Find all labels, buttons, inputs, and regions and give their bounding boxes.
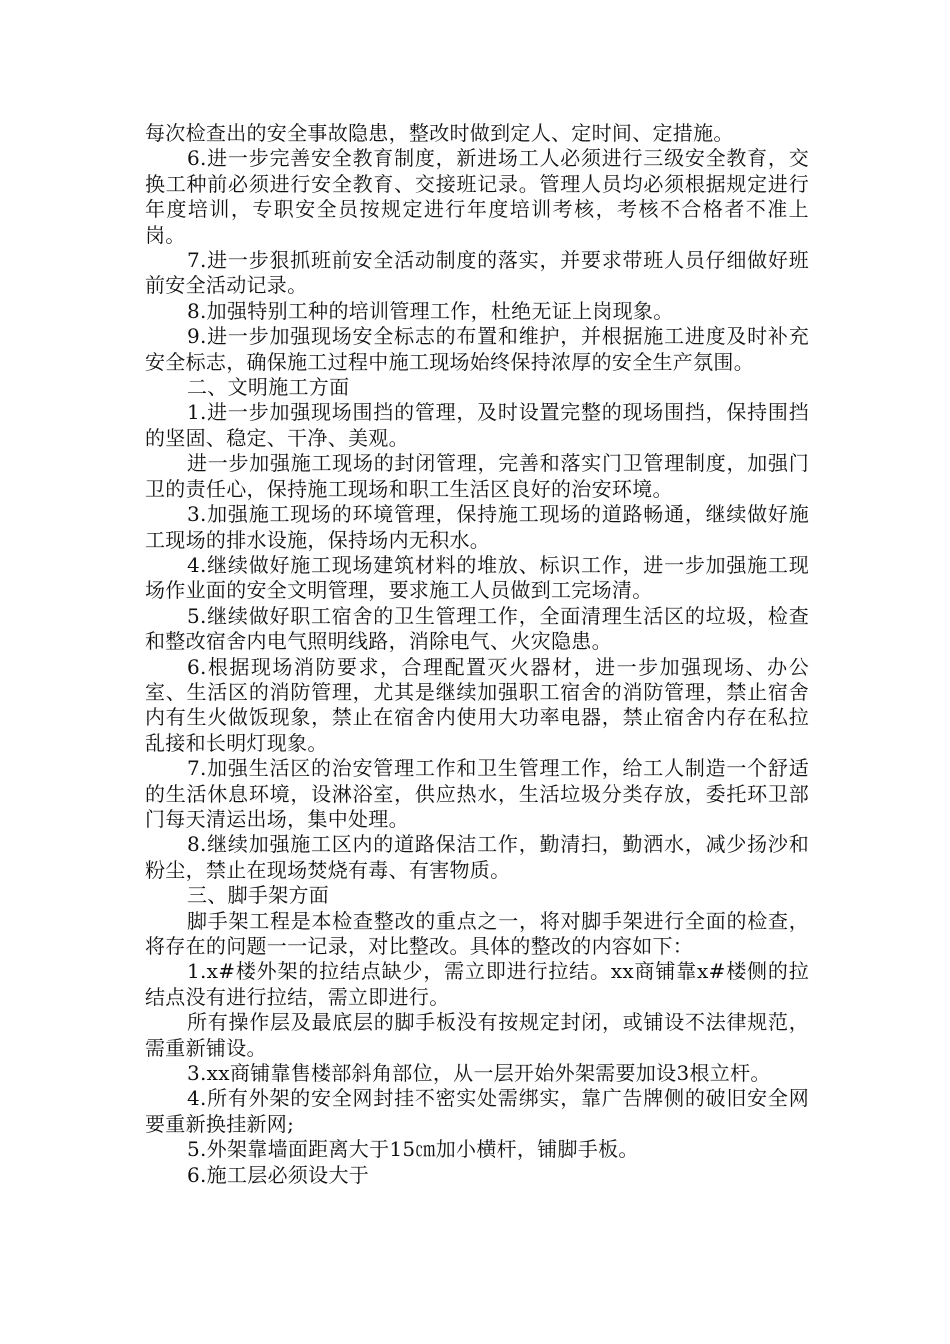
paragraph: 7.进一步狠抓班前安全活动制度的落实，并要求带班人员仔细做好班前安全活动记录。	[145, 248, 809, 298]
paragraph: 6.进一步完善安全教育制度，新进场工人必须进行三级安全教育，交换工种前必须进行安全教育、交接班记录。管理人员均必须根据规定进行年度培训，专职安全员按规定进行年度培训考核，考核不合格者不准上岗。	[145, 146, 809, 247]
paragraph: 进一步加强施工现场的封闭管理，完善和落实门卫管理制度，加强门卫的责任心，保持施工现场和职工生活区良好的治安环境。	[145, 451, 809, 501]
section-heading: 二、文明施工方面	[187, 375, 350, 400]
paragraph: 3.xx商铺靠售楼部斜角部位，从一层开始外架需要加设3根立杆。	[187, 1061, 771, 1086]
section-heading: 三、脚手架方面	[187, 883, 330, 908]
paragraph: 7.加强生活区的治安管理工作和卫生管理工作，给工人制造一个舒适的生活休息环境，设淋浴室，供应热水，生活垃圾分类存放，委托环卫部门每天清运出场，集中处理。	[145, 756, 809, 831]
paragraph: 9.进一步加强现场安全标志的布置和维护，并根据施工进度及时补充安全标志，确保施工过程中施工现场始终保持浓厚的安全生产氛围。	[145, 324, 809, 374]
paragraph: 8.加强特别工种的培训管理工作，杜绝无证上岗现象。	[187, 298, 674, 323]
paragraph: 4.所有外架的安全网封挂不密实处需绑实，靠广告牌侧的破旧安全网要重新换挂新网;	[145, 1086, 809, 1136]
paragraph: 4.继续做好施工现场建筑材料的堆放、标识工作，进一步加强施工现场作业面的安全文明管理，要求施工人员做到工完场清。	[145, 552, 809, 603]
paragraph: 6.根据现场消防要求，合理配置灭火器材，进一步加强现场、办公室、生活区的消防管理，尤其是继续加强职工宿舍的消防管理，禁止宿舍内有生火做饭现象，禁止在宿舍内使用大功率电器，禁止宿舍内存在私拉乱接和长明灯现象。	[145, 654, 809, 755]
paragraph: 6.施工层必须设大于	[187, 1162, 370, 1187]
document-body	[145, 121, 809, 1188]
paragraph: 所有操作层及最底层的脚手板没有按规定封闭，或铺设不法律规范，需重新铺设。	[145, 1010, 809, 1060]
paragraph: 1.x#楼外架的拉结点缺少，需立即进行拉结。xx商铺靠x#楼侧的拉结点没有进行拉结，需立即进行。	[145, 959, 809, 1009]
paragraph: 每次检查出的安全事故隐患，整改时做到定人、定时间、定措施。	[145, 121, 734, 145]
paragraph: 8.继续加强施工区内的道路保洁工作，勤清扫，勤洒水，减少扬沙和粉尘，禁止在现场焚烧有毒、有害物质。	[145, 832, 809, 882]
paragraph: 脚手架工程是本检查整改的重点之一，将对脚手架进行全面的检查，将存在的问题一一记录，对比整改。具体的整改的内容如下：	[145, 908, 809, 958]
paragraph: 3.加强施工现场的环境管理，保持施工现场的道路畅通，继续做好施工现场的排水设施，保持场内无积水。	[145, 502, 809, 552]
paragraph: 1.进一步加强现场围挡的管理，及时设置完整的现场围挡，保持围挡的坚固、稳定、干净、美观。	[145, 400, 809, 450]
paragraph: 5.继续做好职工宿舍的卫生管理工作，全面清理生活区的垃圾，检查和整改宿舍内电气照明线路，消除电气、火灾隐患。	[145, 603, 809, 654]
paragraph: 5.外架靠墙面距离大于15㎝加小横杆，铺脚手板。	[187, 1137, 639, 1162]
